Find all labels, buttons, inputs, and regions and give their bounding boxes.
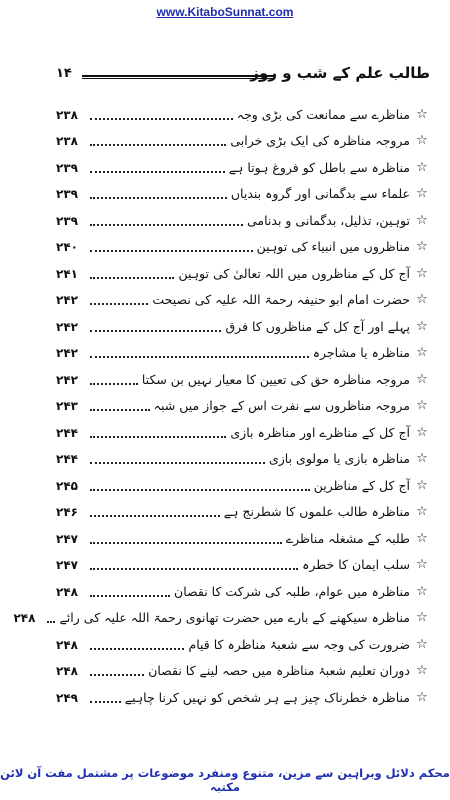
toc-entry-page: ۲۳۹: [56, 160, 78, 175]
toc-entry: [56, 655, 430, 682]
dotted-leader: [90, 462, 265, 464]
dotted-leader: [90, 674, 144, 676]
dotted-leader: [90, 489, 310, 491]
toc-entry-title: مروجہ مناظرہ حق کی تعیین کا معیار نہیں بن سکتا: [141, 371, 410, 387]
toc-entry-page: ۲۴۴: [56, 425, 78, 440]
star-bullet-icon: ☆: [416, 159, 428, 175]
toc-entry-page: ۲۴۹: [56, 690, 78, 705]
star-bullet-icon: ☆: [416, 265, 428, 281]
star-bullet-icon: ☆: [416, 477, 428, 493]
toc-entry: [56, 337, 430, 364]
toc-entry: [56, 416, 430, 443]
toc-entry-page: ۲۴۵: [56, 478, 78, 493]
page-number: ۱۴: [56, 66, 72, 81]
dotted-leader: [90, 701, 121, 703]
toc-entry-title: ضرورت کی وجہ سے شعبۂ مناظرہ کا قیام: [188, 636, 410, 652]
book-title: طالب علم کے شب و روز: [250, 64, 430, 82]
toc-entry: [56, 204, 430, 231]
toc-entry-title: مروجہ مناظرہ کی ایک بڑی خرابی: [230, 133, 410, 148]
table-of-contents: [13, 98, 430, 708]
dotted-leader: [90, 648, 184, 650]
star-bullet-icon: ☆: [416, 583, 428, 599]
toc-entry-page: ۲۳۹: [56, 213, 78, 228]
toc-entry-title: مناظرہ میں عوام، طلبہ کی شرکت کا نقصان: [174, 583, 410, 599]
star-bullet-icon: ☆: [416, 345, 428, 360]
toc-entry: [56, 549, 430, 576]
toc-entry-page: ۲۴۴: [56, 452, 78, 466]
toc-entry: [56, 257, 430, 284]
toc-entry-title: مناظرہ یا مشاجرہ: [312, 345, 410, 360]
dotted-leader: [90, 356, 309, 358]
dotted-leader: [90, 277, 174, 279]
toc-entry-title: مناظرہ بازی یا مولوی بازی: [268, 451, 410, 466]
dotted-leader: [90, 383, 138, 385]
toc-entry-page: ۲۴۰: [56, 240, 78, 254]
toc-entry: [56, 390, 430, 417]
dotted-leader: [90, 250, 253, 252]
site-url[interactable]: www.KitaboSunnat.com: [156, 5, 294, 19]
star-bullet-icon: ☆: [416, 663, 428, 678]
toc-entry-title: مناظرہ سیکھنے کے بارے میں حضرت تھانوی رحمۃ اللہ علیہ کی رائے: [59, 610, 410, 625]
dotted-leader: [90, 144, 226, 146]
dotted-leader: [90, 171, 225, 173]
page-header: [56, 64, 430, 88]
dotted-leader: [90, 515, 220, 517]
toc-entry-page: ۲۴۲: [56, 372, 78, 387]
toc-entry-title: پہلے اور آج کل کے مناظروں کا فرق: [225, 318, 410, 334]
star-bullet-icon: ☆: [416, 292, 428, 307]
toc-entry: [56, 178, 430, 205]
star-bullet-icon: ☆: [416, 106, 428, 122]
toc-entry-title: طلبہ کے مشغلہ مناظرے: [285, 530, 410, 546]
toc-entry-page: ۲۴۸: [56, 664, 78, 678]
toc-entry-page: ۲۳۸: [56, 107, 78, 122]
dotted-leader: [90, 568, 298, 570]
dotted-leader: [90, 118, 233, 120]
star-bullet-icon: ☆: [416, 186, 428, 201]
toc-entry-title: مناظروں میں انبیاء کی توہین: [256, 239, 410, 254]
star-bullet-icon: ☆: [416, 610, 428, 625]
toc-entry-title: دوران تعلیم شعبۂ مناظرہ میں حصہ لینے کا نقصان: [148, 663, 410, 678]
toc-entry: [56, 496, 430, 523]
toc-entry-title: مروجہ مناظروں سے نفرت اس کے جواز میں شبہ: [153, 398, 410, 413]
toc-entry-title: سلب ایمان کا خطرہ: [302, 557, 410, 572]
toc-entry-page: ۲۴۷: [56, 558, 78, 572]
dotted-leader: [90, 595, 170, 597]
toc-entry: [56, 681, 430, 708]
dotted-leader: [90, 224, 243, 226]
dotted-leader: [90, 542, 282, 544]
toc-entry: [56, 284, 430, 311]
star-bullet-icon: ☆: [416, 689, 428, 705]
dotted-leader: [90, 436, 226, 438]
dotted-leader: [90, 197, 227, 199]
dotted-leader: [47, 621, 55, 623]
star-bullet-icon: ☆: [416, 318, 428, 334]
toc-entry: [56, 443, 430, 470]
dotted-leader: [90, 303, 148, 305]
toc-entry-page: ۲۴۸: [13, 611, 36, 625]
toc-entry-title: آج کل کے مناظروں میں اللہ تعالیٰ کی توہین: [178, 265, 410, 281]
toc-entry-title: مناظرہ طالب علموں کا شطرنج ہے: [223, 504, 410, 519]
toc-entry: [56, 125, 430, 152]
toc-entry-page: ۲۴۸: [56, 637, 78, 652]
toc-entry-page: ۲۴۲: [56, 319, 78, 334]
dotted-leader: [90, 409, 150, 411]
toc-entry: [56, 522, 430, 549]
toc-entry-page: ۲۴۶: [56, 505, 78, 519]
toc-entry-title: مناظرہ خطرناک چیز ہے ہر شخص کو نہیں کرنا چاہیے: [124, 689, 410, 705]
toc-entry-title: آج کل کے مناظرے اور مناظرہ بازی: [230, 424, 410, 440]
toc-entry: [56, 151, 430, 178]
dotted-leader: [90, 330, 221, 332]
toc-entry: [56, 231, 430, 258]
star-bullet-icon: ☆: [416, 530, 428, 546]
star-bullet-icon: ☆: [416, 239, 428, 254]
toc-entry: [56, 628, 430, 655]
toc-entry: [13, 602, 430, 629]
toc-entry-page: ۲۴۷: [56, 531, 78, 546]
toc-entry-title: مناظرہ سے باطل کو فروغ ہوتا ہے: [228, 159, 410, 175]
toc-entry-title: توہین، تذلیل، بدگمانی و بدنامی: [246, 212, 410, 228]
header-rule: [82, 75, 274, 79]
toc-entry-page: ۲۳۹: [56, 187, 78, 201]
toc-entry-page: ۲۴۲: [56, 293, 78, 307]
toc-entry-page: ۲۴۱: [56, 266, 78, 281]
toc-entry-title: علماء سے بدگمانی اور گروہ بندیاں: [230, 186, 410, 201]
toc-entry-title: مناظرے سے ممانعت کی بڑی وجہ: [236, 106, 410, 122]
star-bullet-icon: ☆: [416, 451, 428, 466]
star-bullet-icon: ☆: [416, 424, 428, 440]
toc-entry: [56, 575, 430, 602]
star-bullet-icon: ☆: [416, 212, 428, 228]
star-bullet-icon: ☆: [416, 371, 428, 387]
star-bullet-icon: ☆: [416, 504, 428, 519]
star-bullet-icon: ☆: [416, 636, 428, 652]
toc-entry-page: ۲۴۲: [56, 346, 78, 360]
toc-entry-title: آج کل کے مناظرین: [313, 477, 410, 493]
toc-entry: [56, 98, 430, 125]
star-bullet-icon: ☆: [416, 133, 428, 148]
toc-entry-title: حضرت امام ابو حنیفہ رحمۃ اللہ علیہ کی نصیحت: [152, 292, 410, 307]
toc-entry: [56, 469, 430, 496]
footer-tagline: محکم دلائل وبراہین سے مزین، متنوع ومنفرد موضوعات پر مشتمل مفت آن لائن مکتبہ: [0, 766, 450, 794]
toc-entry: [56, 310, 430, 337]
toc-entry-page: ۲۴۳: [56, 399, 78, 413]
toc-entry: [56, 363, 430, 390]
star-bullet-icon: ☆: [416, 398, 428, 413]
toc-entry-page: ۲۴۸: [56, 584, 78, 599]
toc-entry-page: ۲۳۸: [56, 134, 78, 148]
star-bullet-icon: ☆: [416, 557, 428, 572]
